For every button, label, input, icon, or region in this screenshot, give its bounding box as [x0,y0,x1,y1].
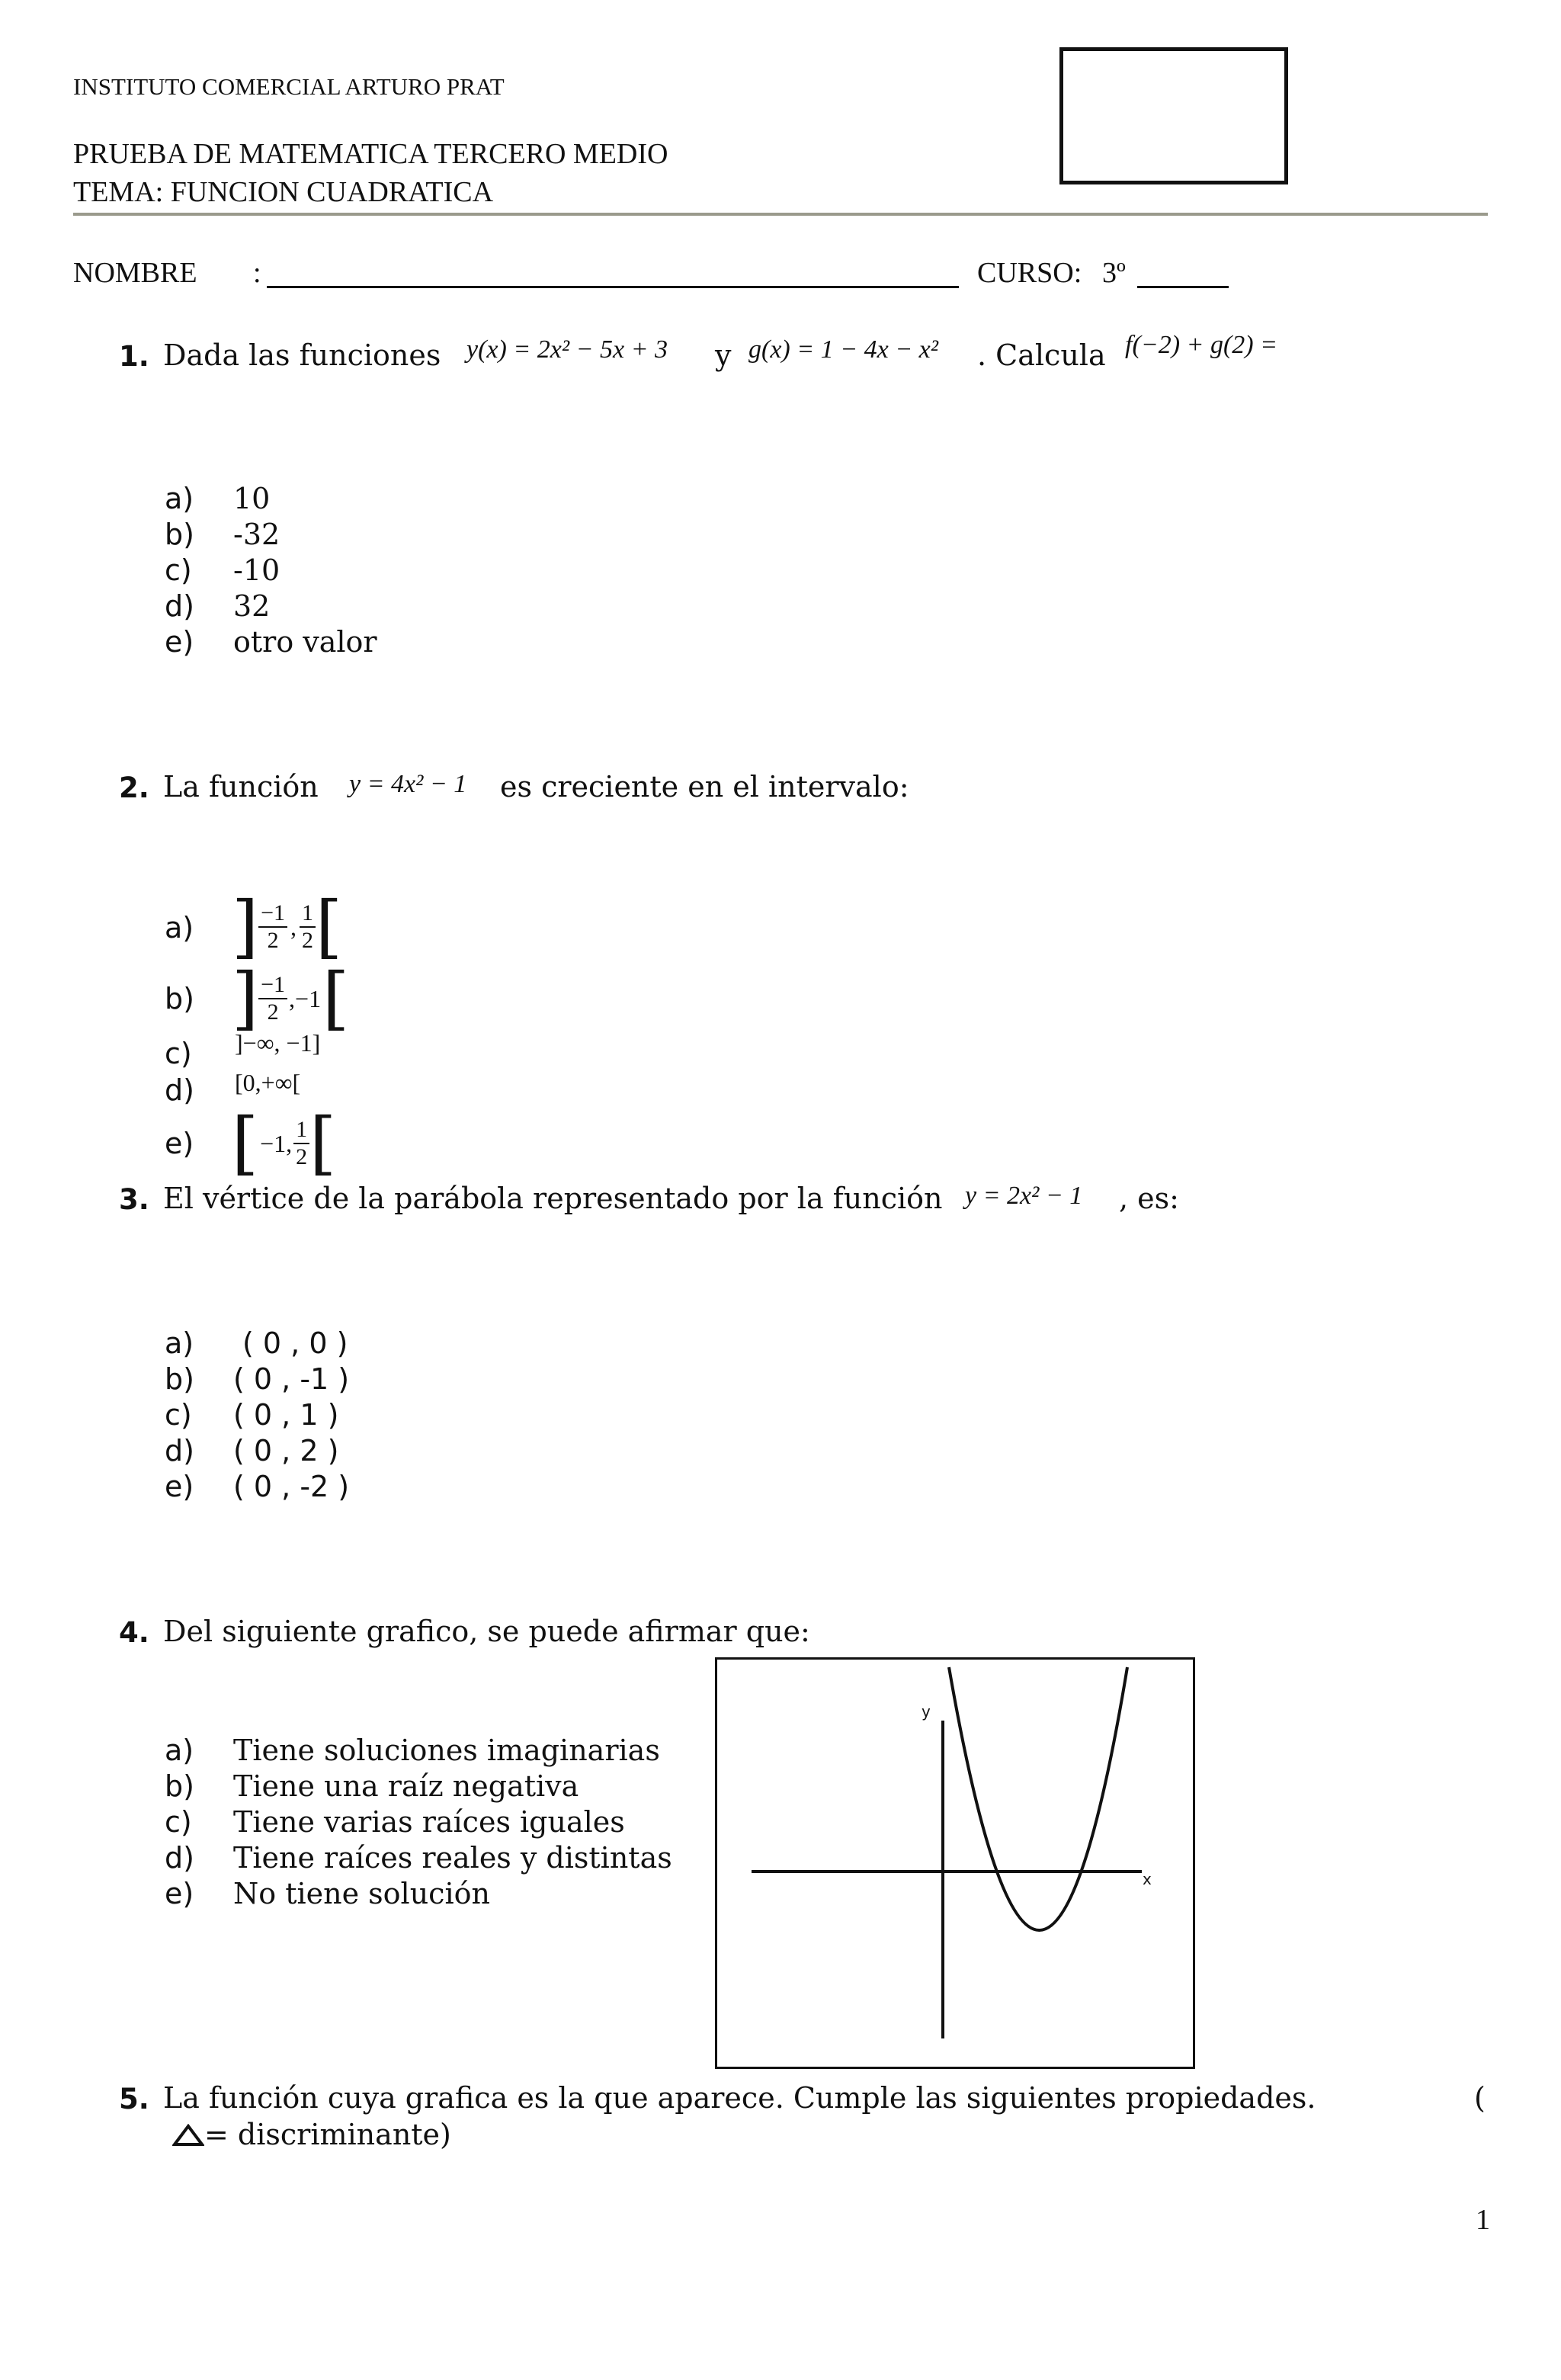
q2-option-a-letter[interactable]: a) [165,911,194,945]
q1-option-d-text[interactable]: 32 [233,589,271,623]
question-2-text-b: es creciente en el intervalo: [500,770,909,803]
course-input-line[interactable] [1137,286,1229,288]
question-4-graph [715,1657,1195,2069]
q3-option-c-text[interactable]: ( 0 , 1 ) [233,1398,339,1432]
q3-option-a-text[interactable]: ( 0 , 0 ) [242,1326,348,1360]
test-title: PRUEBA DE MATEMATICA TERCERO MEDIO [73,138,668,170]
question-2-function: y = 4x² − 1 [349,770,467,798]
question-1-connector: y [715,338,732,372]
page-number: 1 [1476,2204,1490,2236]
q1-option-a-letter[interactable]: a) [165,482,194,515]
q2-option-a-interval[interactable]: ] $\frac{-1}{2}$ , $\frac{1}{2}$ [ [232,887,343,967]
q2-option-d-letter[interactable]: d) [165,1073,194,1107]
q3-option-c-letter[interactable]: c) [165,1398,192,1432]
q1-option-e-text[interactable]: otro valor [233,625,377,659]
q4-option-c-letter[interactable]: c) [165,1805,192,1839]
test-topic: TEMA: FUNCION CUADRATICA [73,176,494,208]
q1-option-c-letter[interactable]: c) [165,553,192,587]
q3-option-e-text[interactable]: ( 0 , -2 ) [233,1470,350,1503]
question-3-text-b: , es: [1119,1182,1179,1215]
question-1-text: Dada las funciones [163,338,441,372]
question-5-paren: ( [1474,2081,1486,2115]
q2-option-b-letter[interactable]: b) [165,982,194,1015]
q4-option-e-text[interactable]: No tiene solución [233,1877,490,1910]
q2-option-e-letter[interactable]: e) [165,1127,194,1160]
q3-option-a-letter[interactable]: a) [165,1326,194,1360]
course-label: CURSO: [977,257,1082,289]
q2-option-d-interval[interactable]: [0,+∞[ [235,1069,301,1096]
q4-option-b-letter[interactable]: b) [165,1769,194,1803]
q4-option-e-letter[interactable]: e) [165,1877,194,1910]
parabola-curve [949,1667,1127,1930]
parabola-plot [717,1660,1193,2067]
q2-option-e-interval[interactable]: [ −1, $\frac{1}{2}$ [ [232,1103,337,1183]
question-5-line2: = discriminante) [204,2118,451,2151]
q4-option-d-letter[interactable]: d) [165,1841,194,1875]
school-name: INSTITUTO COMERCIAL ARTURO PRAT [73,73,505,100]
question-1-number: 1. [119,340,149,373]
q2-option-c-letter[interactable]: c) [165,1037,192,1070]
question-2-number: 2. [119,771,149,804]
question-3-function: y = 2x² − 1 [965,1182,1083,1210]
y-axis-label: y [922,1702,931,1721]
question-1-expression: f(−2) + g(2) = [1125,331,1278,359]
question-5-text: La función cuya grafica es la que aparece. Cumple las siguientes propiedades. [163,2081,1316,2115]
name-colon: : [253,257,261,289]
q4-option-a-text[interactable]: Tiene soluciones imaginarias [233,1734,660,1767]
course-value: 3º [1102,257,1126,289]
name-input-line[interactable] [267,286,959,288]
q3-option-d-text[interactable]: ( 0 , 2 ) [233,1434,339,1467]
q1-option-a-text[interactable]: 10 [233,482,271,515]
name-label: NOMBRE [73,257,197,289]
q4-option-b-text[interactable]: Tiene una raíz negativa [233,1769,579,1803]
question-1-function-f: y(x) = 2x² − 5x + 3 [466,335,668,364]
question-3-number: 3. [119,1183,149,1216]
q4-option-c-text[interactable]: Tiene varias raíces iguales [233,1805,625,1839]
q3-option-b-letter[interactable]: b) [165,1362,194,1396]
delta-icon [172,2124,204,2151]
q1-option-e-letter[interactable]: e) [165,625,194,659]
q1-option-c-text[interactable]: -10 [233,553,280,587]
question-4-text: Del siguiente grafico, se puede afirmar que: [163,1615,810,1648]
q2-option-c-interval[interactable]: ]−∞, −1] [235,1029,321,1057]
q3-option-e-letter[interactable]: e) [165,1470,194,1503]
question-4-number: 4. [119,1616,149,1649]
header-divider [73,213,1488,216]
q1-option-b-text[interactable]: -32 [233,518,280,551]
grade-box [1059,47,1288,184]
x-axis-label: x [1143,1870,1152,1888]
question-1-function-g: g(x) = 1 − 4x − x² [748,335,938,364]
q2-option-b-interval[interactable]: ] $\frac{-1}{2}$ ,−1 [ [232,958,350,1038]
question-3-text: El vértice de la parábola representado por la función [163,1182,943,1215]
q1-option-d-letter[interactable]: d) [165,589,194,623]
q4-option-d-text[interactable]: Tiene raíces reales y distintas [233,1841,672,1875]
q1-option-b-letter[interactable]: b) [165,518,194,551]
question-2-text: La función [163,770,319,803]
question-5-number: 5. [119,2083,149,2115]
q3-option-d-letter[interactable]: d) [165,1434,194,1467]
q3-option-b-text[interactable]: ( 0 , -1 ) [233,1362,350,1396]
question-1-calcula: . Calcula [977,338,1106,372]
q4-option-a-letter[interactable]: a) [165,1734,194,1767]
